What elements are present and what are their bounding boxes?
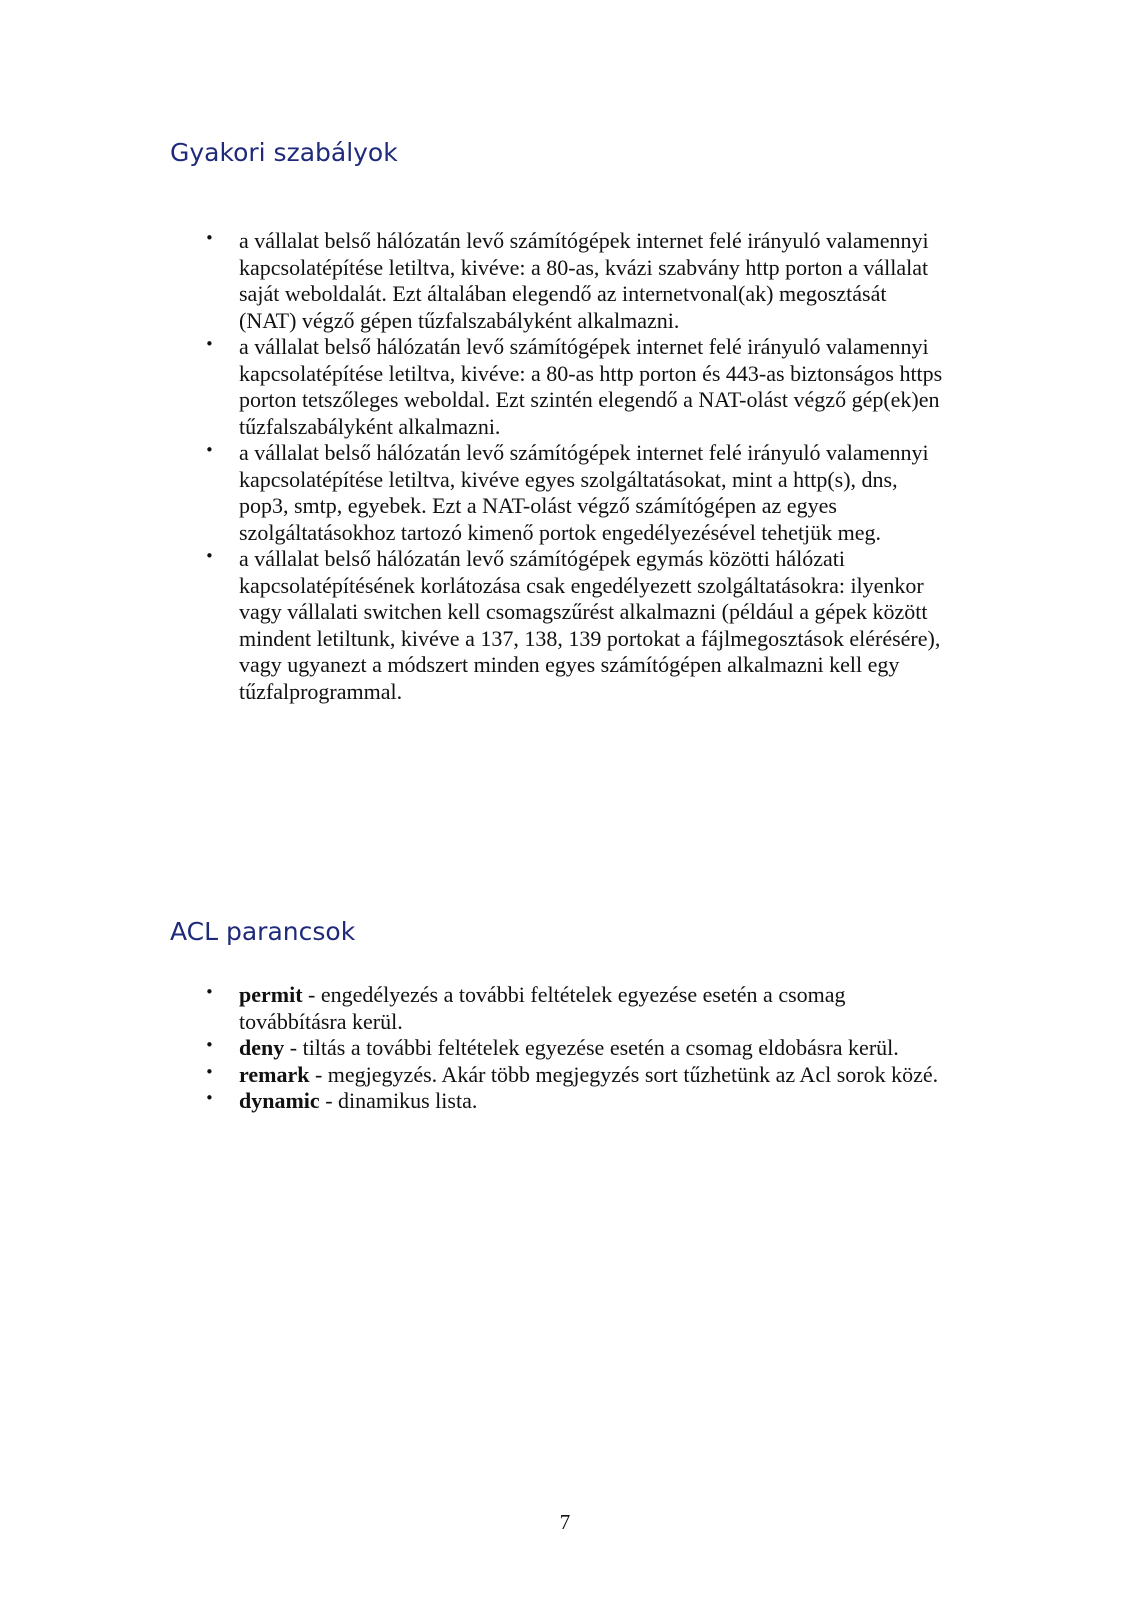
command-description: - engedélyezés a további feltételek egyezése esetén a csomag továbbításra kerül. [239,982,846,1034]
command-term: remark [239,1061,310,1087]
command-description: - dinamikus lista. [319,1088,478,1113]
list-item-text: a vállalat belső hálózatán levő számítógépek internet felé irányuló valamennyi kapcsolatépítése letiltva, kivéve: a 80-as http porton és 443-as biztonságos https porton tetszőleges weboldal. Ezt szintén elegendő a NAT-olást végző gép(ek)en tűzfalszabályként alkalmazni. [239,334,943,439]
list-item [205,1062,945,1089]
rules-list [205,228,945,705]
list-item [205,334,945,440]
list-item [205,228,945,334]
bullet-icon: • [205,1062,214,1081]
list-item-text: a vállalat belső hálózatán levő számítógépek internet felé irányuló valamennyi kapcsolatépítése letiltva, kivéve egyes szolgáltatásokat, mint a http(s), dns, pop3, smtp, egyebek. Ezt a NAT-olást végző számítógépen az egyes szolgáltatásokhoz tartozó kimenő portok engedélyezésével tehetjük meg. [239,440,929,545]
list-item [205,440,945,546]
bullet-icon: • [205,335,214,353]
section-heading-gyakori-szabalyok: Gyakori szabályok [170,138,398,167]
list-item [205,546,945,705]
acl-commands-list [205,982,945,1115]
command-description: - tiltás a további feltételek egyezése esetén a csomag eldobásra kerül. [284,1035,899,1060]
bullet-icon: • [205,229,214,247]
list-item [205,1035,945,1062]
command-term: dynamic [239,1088,320,1113]
page-number: 7 [559,1510,571,1534]
command-term: permit [239,982,303,1007]
command-description: - megjegyzés. Akár több megjegyzés sort tűzhetünk az Acl sorok közé. [309,1061,939,1087]
command-term: deny [239,1035,285,1060]
bullet-icon: • [205,547,214,565]
bullet-icon: • [205,1089,214,1107]
bullet-icon: • [205,441,214,459]
section-heading-acl-parancsok: ACL parancsok [170,917,356,946]
list-item [205,1088,945,1115]
list-item-text: a vállalat belső hálózatán levő számítógépek egymás közötti hálózati kapcsolatépítésének korlátozása csak engedélyezett szolgáltatásokra: ilyenkor vagy vállalati switchen kell csomagszűrést alkalmazni (például a gépek között mindent letiltunk, kivéve a 137, 138, 139 portokat a fájlmegosztások elérésére), vagy ugyanezt a módszert minden egyes számítógépen alkalmazni kell egy tűzfalprogrammal. [239,546,941,704]
list-item [205,982,945,1035]
bullet-icon: • [205,983,214,1001]
bullet-icon: • [205,1036,214,1054]
list-item-text: a vállalat belső hálózatán levő számítógépek internet felé irányuló valamennyi kapcsolatépítése letiltva, kivéve: a 80-as, kvázi szabvány http porton a vállalat saját weboldalát. Ezt általában elegendő az internetvonal(ak) megosztását (NAT) végző gépen tűzfalszabályként alkalmazni. [239,228,929,333]
